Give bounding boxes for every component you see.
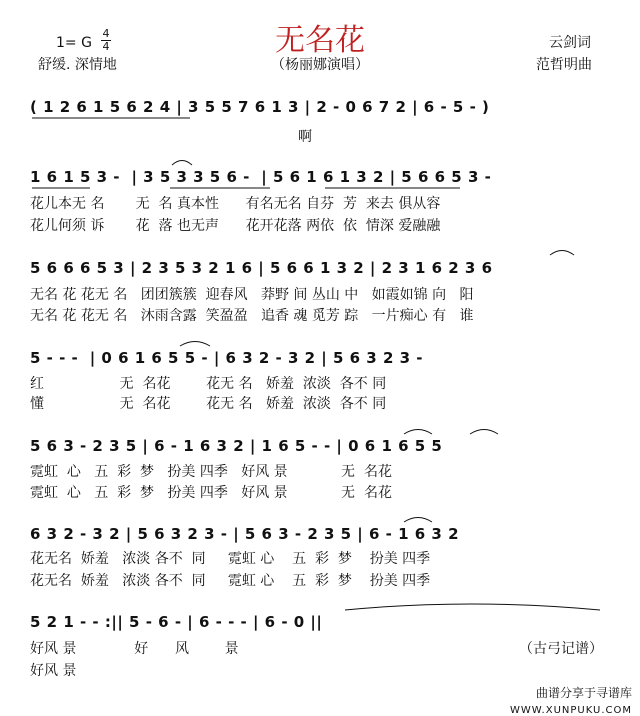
lyrics-row-4-verse-1: 红 无 名花 花无 名 娇羞 浓淡 各不 同: [30, 376, 387, 392]
slur-mark: [550, 251, 574, 256]
source-text: 曲谱分享于寻谱库: [535, 686, 632, 700]
interlude-syllable: 啊: [298, 129, 312, 145]
notation-row-5: 5 6 3 - 2 3 5 | 6 - 1 6 3 2 | 1 6 5 - - | 0 6 1 6 5 5: [30, 437, 443, 455]
lyricist-credit: 云剑词: [549, 35, 591, 51]
tempo-marking: 舒缓. 深情地: [38, 57, 117, 73]
lyrics-row-4-verse-2: 懂 无 名花 花无 名 娇羞 浓淡 各不 同: [30, 396, 387, 412]
song-title: 无名花: [275, 23, 365, 58]
lyrics-row-6-verse-2: 花无名 娇羞 浓淡 各不 同 霓虹 心 五 彩 梦 扮美 四季: [30, 573, 431, 589]
slur-mark: [180, 342, 210, 347]
lyrics-row-7-verse-2: 好风 景: [30, 663, 77, 679]
notation-row-6: 6 3 2 - 3 2 | 5 6 3 2 3 - | 5 6 3 - 2 3 5 | 6 - 1 6 3 2: [30, 525, 460, 543]
notation-row-2: 1 6 1 5 3 - | 3 5 3 3 5 6 - | 5 6 1 6 1 3 2 | 5 6 6 5 3 -: [30, 168, 492, 186]
lyrics-row-2-verse-1: 花儿本无 名 无 名 真本性 有名无名 自芬 芳 来去 俱从容: [30, 196, 441, 212]
time-top: 4: [102, 27, 110, 40]
notation-row-1: ( 1 2 6 1 5 6 2 4 | 3 5 5 7 6 1 3 | 2 - 0 6 7 2 | 6 - 5 - ): [30, 98, 490, 116]
transcriber-credit: （古弓记谱）: [519, 641, 603, 657]
lyrics-row-7-verse-1: 好风 景 好 风 景: [30, 641, 239, 657]
slur-mark: [470, 430, 498, 435]
key-signature: 1= G: [56, 35, 92, 51]
lyrics-row-3-verse-2: 无名 花 花无 名 沐雨含露 笑盈盈 追香 魂 觅芳 踪 一片痴心 有 谁: [30, 308, 474, 324]
slur-mark: [404, 430, 432, 435]
lyrics-row-6-verse-1: 花无名 娇羞 浓淡 各不 同 霓虹 心 五 彩 梦 扮美 四季: [30, 551, 431, 567]
composer-credit: 范哲明曲: [536, 57, 592, 73]
singer-credit: （杨丽娜演唱）: [271, 57, 369, 73]
lyrics-row-5-verse-2: 霓虹 心 五 彩 梦 扮美 四季 好风 景 无 名花: [30, 485, 392, 501]
notation-row-7: 5 2 1 - - :|| 5 - 6 - | 6 - - - | 6 - 0 ||: [30, 613, 323, 631]
notation-row-3: 5 6 6 6 5 3 | 2 3 5 3 2 1 6 | 5 6 6 1 3 2 | 2 3 1 6 2 3 6: [30, 259, 493, 277]
slur-mark: [345, 604, 600, 610]
notation-row-4: 5 - - - | 0 6 1 6 5 5 - | 6 3 2 - 3 2 | 5 6 3 2 3 -: [30, 349, 423, 367]
lyrics-row-5-verse-1: 霓虹 心 五 彩 梦 扮美 四季 好风 景 无 名花: [30, 464, 392, 480]
slur-mark: [404, 518, 432, 523]
slur-mark: [172, 161, 192, 166]
source-watermark: [510, 684, 632, 716]
source-url: WWW.XUNPUKU.COM: [510, 705, 632, 716]
lyrics-row-2-verse-2: 花儿何须 诉 花 落 也无声 花开花落 两依 依 情深 爱融融: [30, 218, 441, 234]
lyrics-row-3-verse-1: 无名 花 花无 名 团团簇簇 迎春风 莽野 间 丛山 中 如霞如锦 向 阳: [30, 287, 474, 303]
time-bottom: 4: [102, 40, 110, 53]
